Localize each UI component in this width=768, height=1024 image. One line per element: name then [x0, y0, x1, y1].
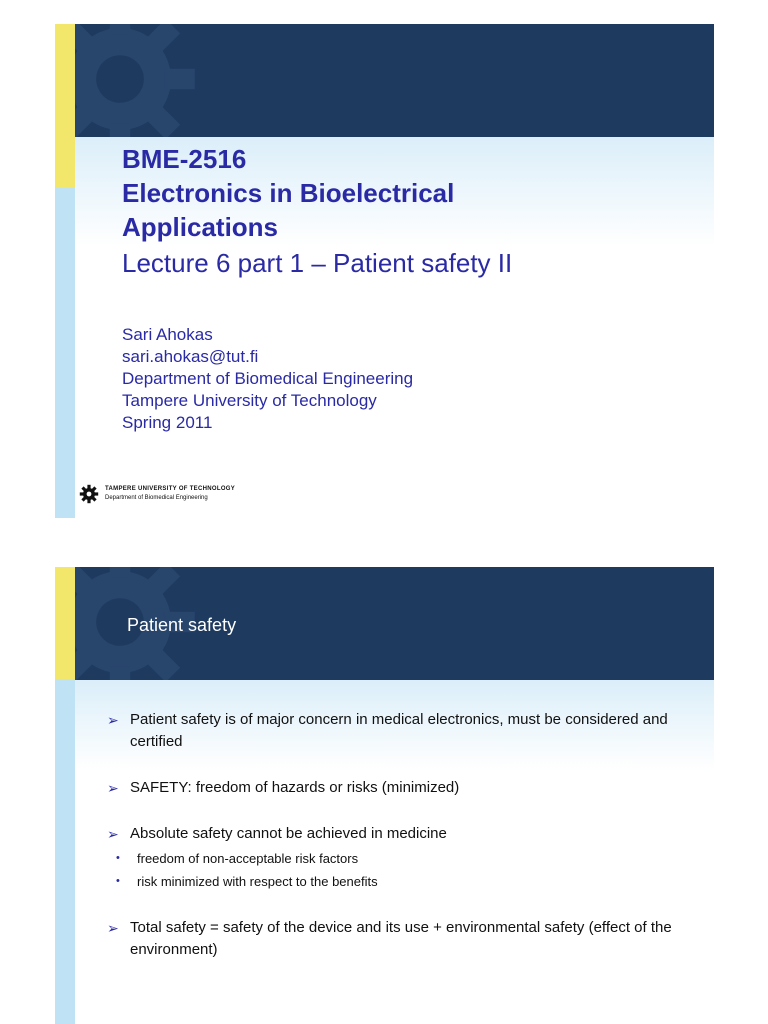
bullet-list	[107, 709, 697, 961]
blue-accent-bar	[55, 188, 75, 518]
gear-logo-icon	[79, 484, 99, 504]
blue-accent-bar	[55, 679, 75, 1024]
content-slide	[55, 567, 714, 1024]
logo-subtitle: Department of Biomedical Engineering	[105, 495, 208, 501]
slide-header-band	[75, 567, 714, 680]
lecture-title: Lecture 6 part 1 – Patient safety II	[122, 248, 513, 278]
slide-header-band	[75, 24, 714, 137]
arrow-bullet-icon: ➢	[107, 712, 119, 728]
university-logo	[79, 484, 235, 504]
arrow-bullet-icon: ➢	[107, 826, 119, 842]
university: Tampere University of Technology	[122, 391, 377, 410]
sub-bullet-item: • risk minimized with respect to the benefits	[107, 870, 697, 893]
arrow-bullet-icon: ➢	[107, 920, 119, 936]
term: Spring 2011	[122, 413, 213, 432]
title-slide	[55, 24, 714, 518]
course-title-line2: Applications	[122, 212, 279, 242]
yellow-accent-bar	[55, 24, 75, 188]
yellow-accent-bar	[55, 567, 75, 679]
author-email: sari.ahokas@tut.fi	[122, 347, 259, 366]
course-title-line1: Electronics in Bioelectrical	[122, 178, 455, 208]
bullet-item: ➢ SAFETY: freedom of hazards or risks (minimized)	[107, 777, 697, 799]
title-block	[122, 142, 512, 282]
bullet-item: ➢ Patient safety is of major concern in medical electronics, must be considered and certified	[107, 711, 668, 750]
logo-name: TAMPERE UNIVERSITY OF TECHNOLOGY	[105, 486, 236, 492]
dot-bullet-icon: •	[116, 875, 120, 887]
bullet-item: ➢ Total safety = safety of the device and its use + environmental safety (effect of the environment)	[107, 919, 672, 958]
bullet-item: ➢ Absolute safety cannot be achieved in medicine	[107, 823, 697, 845]
gear-watermark-icon	[75, 24, 205, 137]
author-name: Sari Ahokas	[122, 325, 213, 344]
arrow-bullet-icon: ➢	[107, 780, 119, 796]
author-info	[122, 324, 413, 434]
department: Department of Biomedical Engineering	[122, 369, 414, 388]
dot-bullet-icon: •	[116, 852, 120, 864]
sub-bullet-item: • freedom of non-acceptable risk factors	[107, 847, 697, 870]
course-code: BME-2516	[122, 144, 247, 174]
slide-title: Patient safety	[127, 615, 237, 635]
